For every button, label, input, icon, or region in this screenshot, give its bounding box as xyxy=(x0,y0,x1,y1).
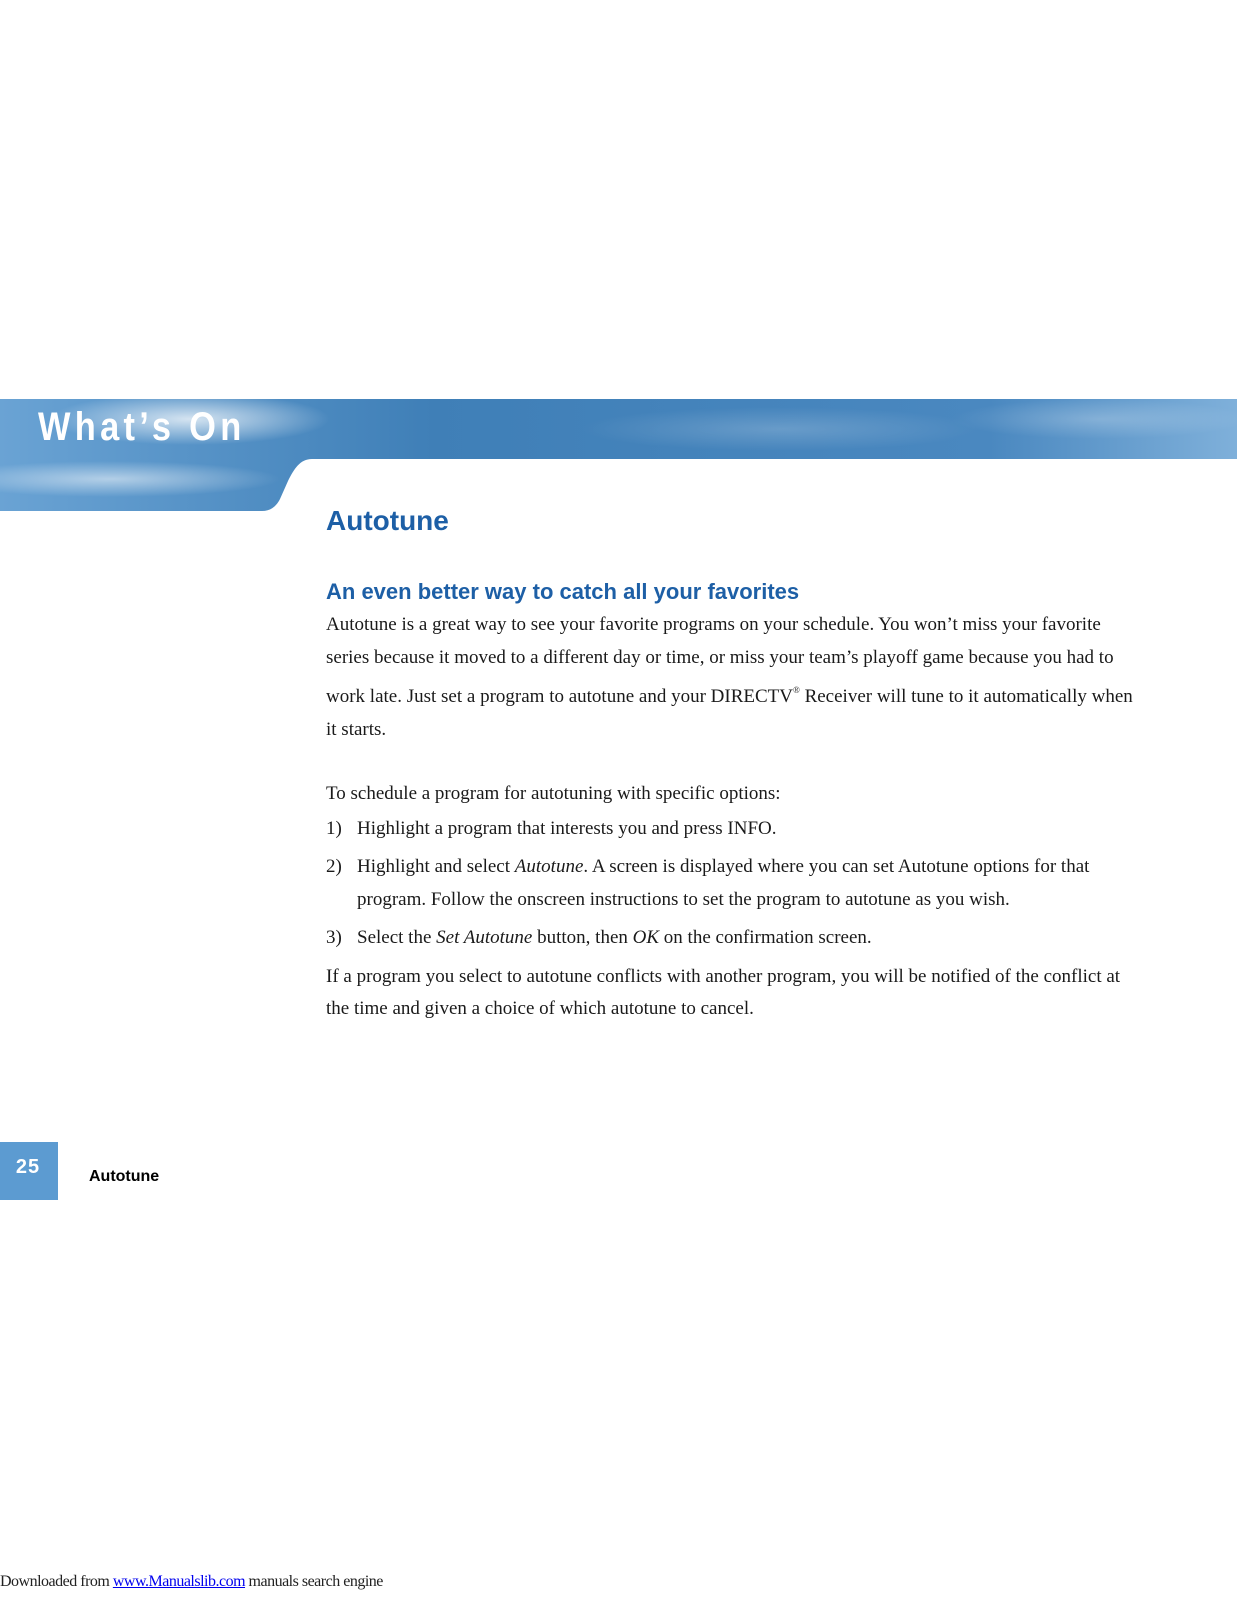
step-text: Highlight and select xyxy=(357,856,515,877)
download-suffix: manuals search engine xyxy=(245,1573,383,1590)
step-text: button, then xyxy=(532,927,633,948)
step-text: Select the xyxy=(357,927,437,948)
step-emphasis: Autotune xyxy=(514,856,584,877)
page-number-tab xyxy=(0,1142,58,1200)
conflict-note: If a program you select to autotune conflicts with another program, you will be notified of the conflict at the time and given a choice of which autotune to cancel. xyxy=(326,965,1121,1019)
step-emphasis: Set Autotune xyxy=(436,927,533,948)
subheading: An even better way to catch all your favorites xyxy=(326,579,800,604)
page-number: 25 xyxy=(15,1156,41,1178)
page-title: Autotune xyxy=(326,505,449,536)
list-item xyxy=(326,813,1148,846)
list-item xyxy=(326,851,1148,916)
step-number: 2) xyxy=(326,856,342,877)
steps-list xyxy=(326,813,1148,955)
schedule-intro: To schedule a program for autotuning with specific options: xyxy=(326,783,781,804)
download-credit xyxy=(0,1573,383,1591)
step-text: . A screen is displayed where you can set Autotune options for that program. Follow the onscreen instructions to set the program to autotune as you wish. xyxy=(357,856,1090,910)
intro-paragraph xyxy=(326,609,1148,746)
step-emphasis: OK xyxy=(632,927,660,948)
footer-section-label: Autotune xyxy=(89,1168,160,1185)
download-prefix: Downloaded from xyxy=(0,1573,113,1590)
step-number: 3) xyxy=(326,927,342,948)
intro-text-part2: Receiver will tune to it automatically when it starts. xyxy=(326,686,1133,740)
step-text: on the confirmation screen. xyxy=(659,927,872,948)
step-text: Highlight a program that interests you and press INFO. xyxy=(357,817,777,839)
intro-text-part1: Autotune is a great way to see your favorite programs on your schedule. You won’t miss your favorite series because it moved to a different day or time, or miss your team’s playoff game because you had to work late. Just set a program to autotune and your DIRECTV xyxy=(326,614,1114,707)
main-content xyxy=(326,500,1148,1026)
section-title: What’s On xyxy=(38,405,246,449)
registered-mark: ® xyxy=(792,685,800,695)
step-number: 1) xyxy=(326,817,342,839)
list-item xyxy=(326,922,1148,955)
manualslib-link[interactable]: www.Manualslib.com xyxy=(112,1573,246,1590)
